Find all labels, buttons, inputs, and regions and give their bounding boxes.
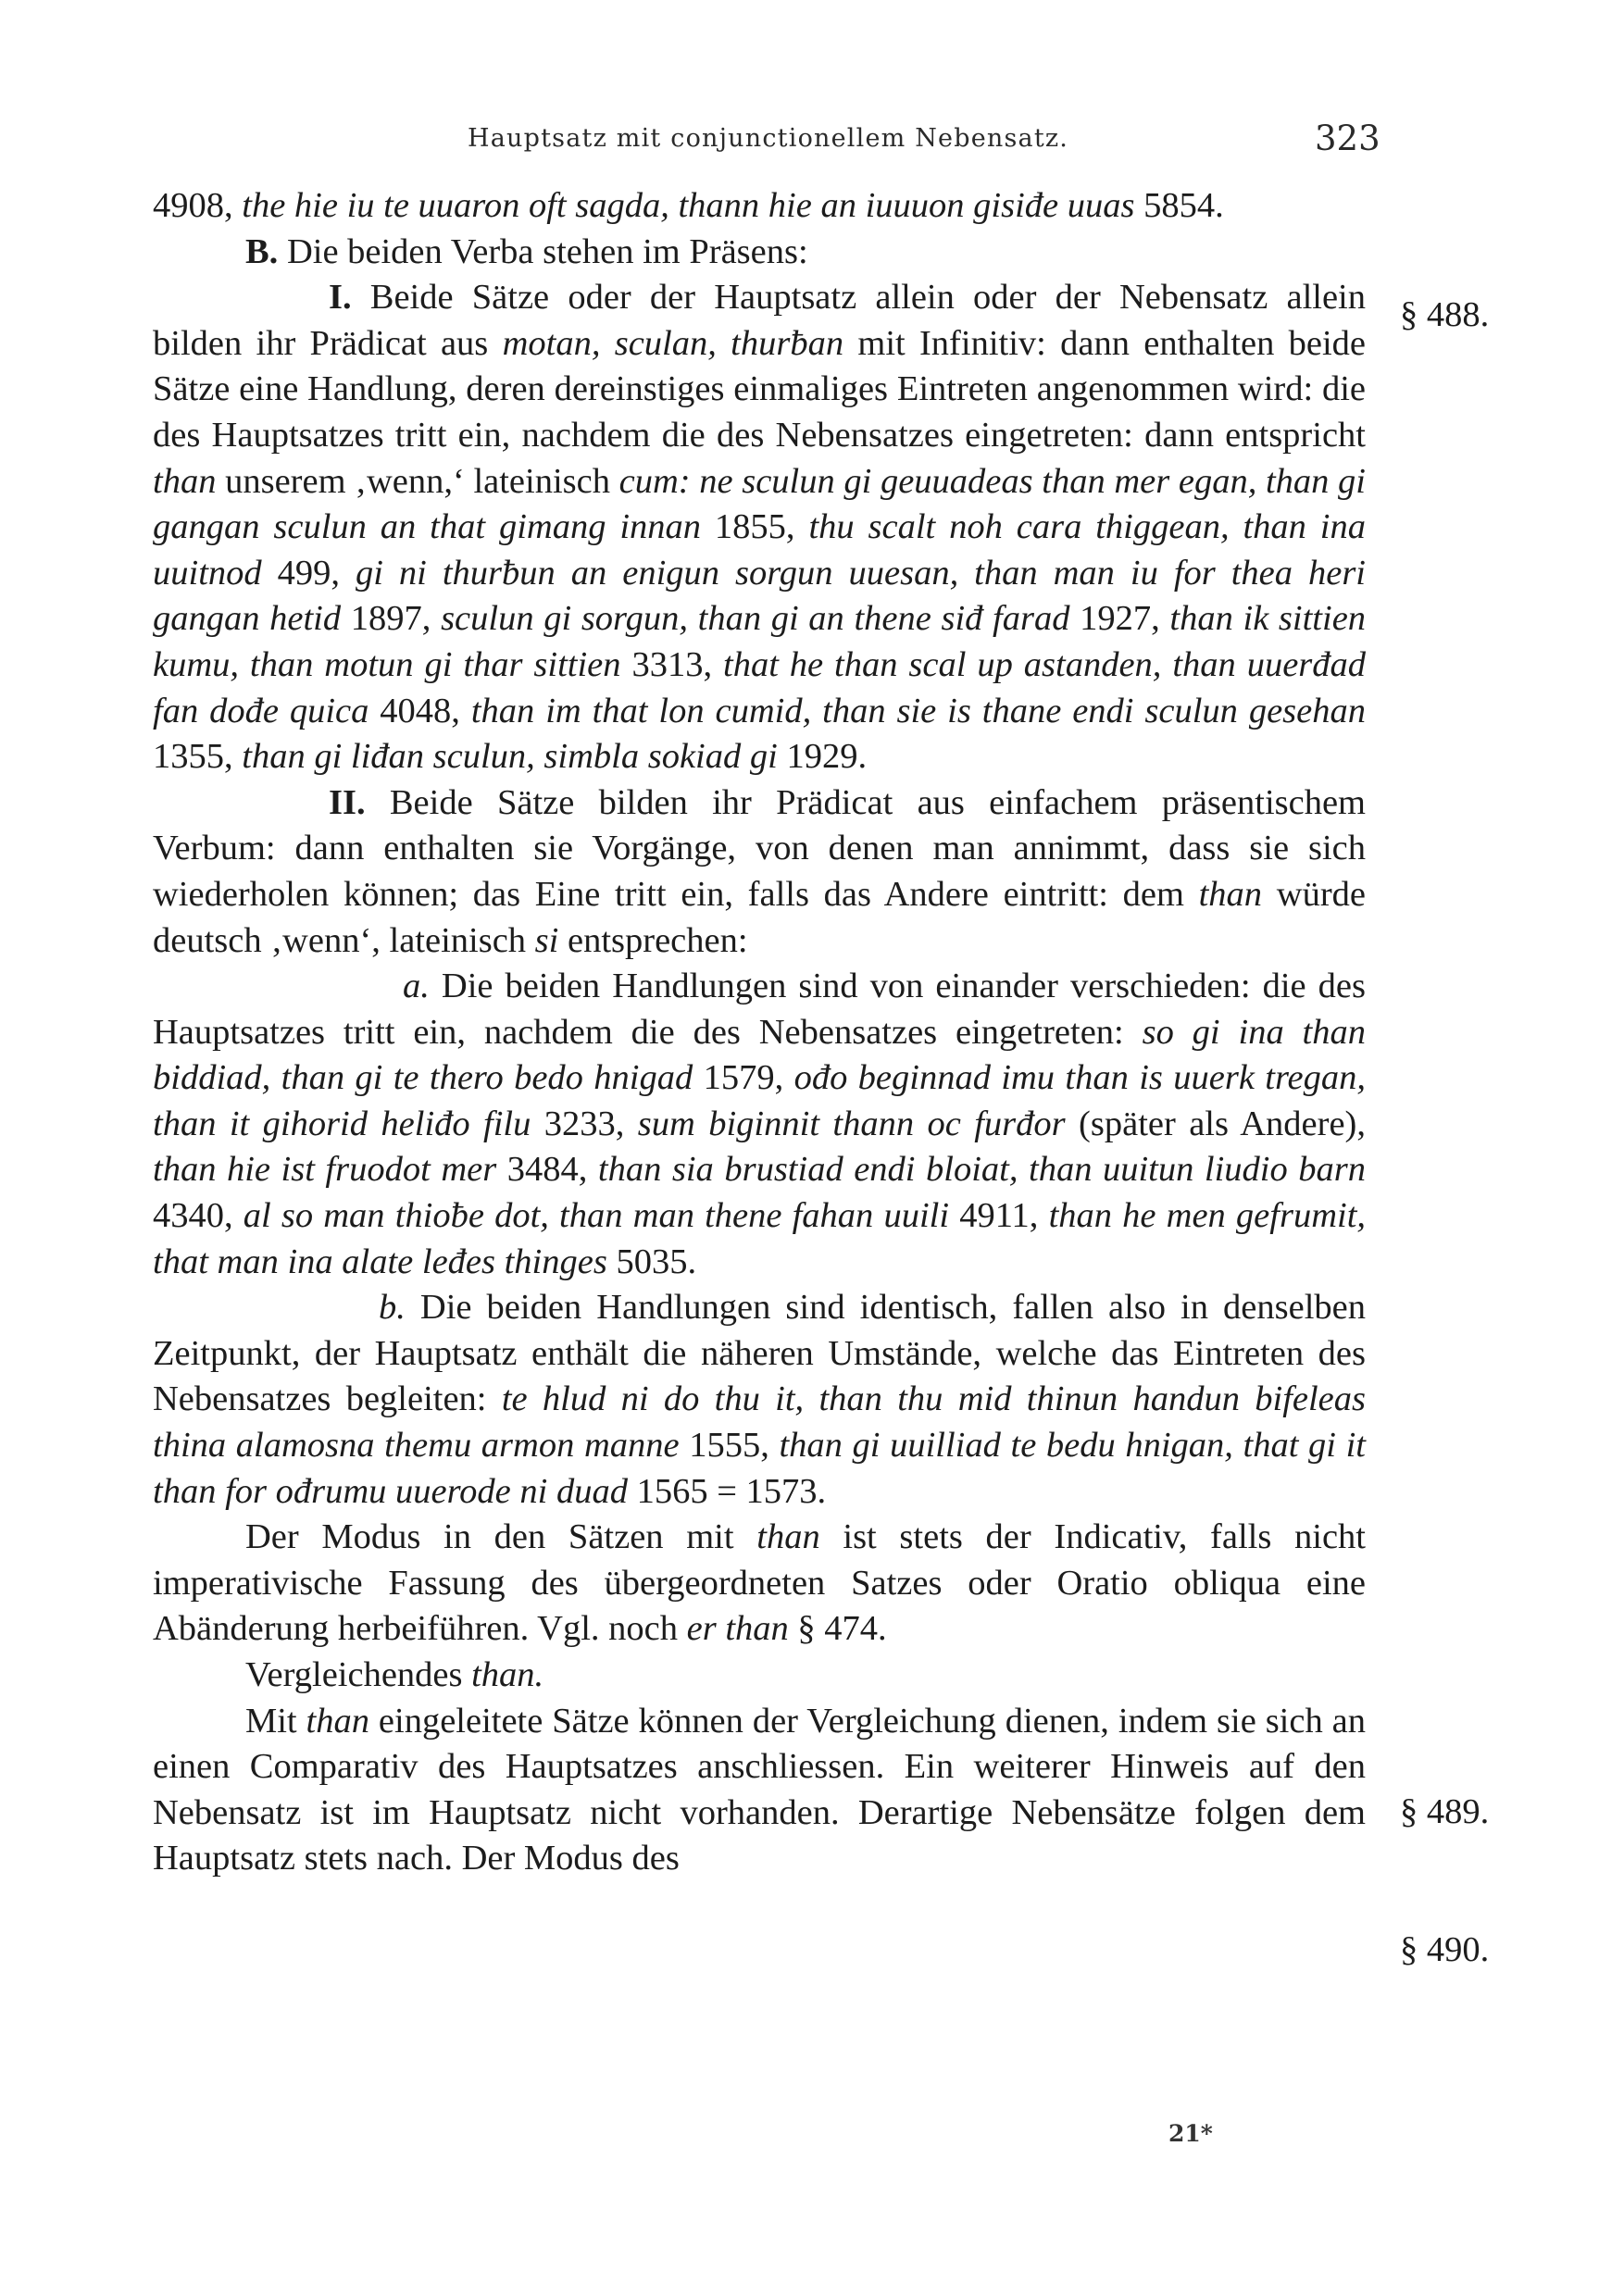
- signature-mark: 21*: [1168, 2120, 1213, 2147]
- example-quote: cum: ne sculun gi geuuadeas than mer egan, than gi gangan sculun an that gimang innan: [153, 461, 1366, 547]
- section-marker-489: § 489.: [1400, 1792, 1490, 1831]
- text-run: 4911,: [949, 1196, 1049, 1236]
- text-run: 1927,: [1069, 599, 1170, 639]
- example-quote: ođo beginnad imu than is uuerk tregan, than it gihorid heliđo filu: [153, 1058, 1366, 1143]
- text-run: § 474.: [788, 1609, 887, 1649]
- example-quote: than.: [471, 1655, 544, 1694]
- example-quote: than gi liđan sculun, simbla sokiad gi: [242, 737, 778, 777]
- example-quote: te hlud ni do thu it, than thu mid thinun handun bifeleas thina alamosna themu armon manne: [153, 1379, 1366, 1466]
- text-run: 4340,: [153, 1196, 244, 1236]
- example-quote: than: [1198, 874, 1263, 914]
- example-quote: sum biginnit thann oc furđor: [637, 1104, 1066, 1143]
- section-marker-490: § 490.: [1400, 1930, 1490, 1969]
- running-header: Hauptsatz mit conjunctionellem Nebensatz.: [468, 124, 1069, 153]
- text-run: Mit: [245, 1701, 306, 1741]
- text-run: eingeleitete Sätze können der Vergleichung dienen, indem sie sich an einen Comparativ des Hauptsatzes anschliessen. Ein weiterer Hinweis auf den Nebensatz ist im Hauptsatz nicht vorhanden. Derartige Nebensätze folgen dem Hauptsatz stets nach. Der Modus des: [153, 1701, 1366, 1878]
- paragraph-continuation: [153, 183, 1366, 230]
- text-run: 5035.: [606, 1242, 697, 1281]
- text-run: 1855,: [701, 507, 809, 547]
- paragraph-490: [153, 1699, 1366, 1882]
- text-run: Der Modus in den Sätzen mit: [245, 1517, 757, 1557]
- paragraph-II: [153, 780, 1366, 964]
- text-run: 4048,: [369, 691, 471, 730]
- example-quote: thu scalt noh cara thiggean, than ina uuitnod: [153, 507, 1367, 593]
- subsection-label: a.: [403, 967, 430, 1006]
- paragraph-b: [153, 1285, 1366, 1515]
- example-quote: than: [756, 1517, 820, 1557]
- section-marker-488: § 488.: [1400, 295, 1490, 334]
- text-run: 499,: [261, 553, 356, 593]
- text-run: 3233,: [531, 1104, 638, 1143]
- example-quote: the hie iu te uuaron oft sagda, thann hie an iuuuon gisiđe uuas: [242, 186, 1135, 225]
- example-quote: sculun gi sorgun, than gi an thene siđ farad: [441, 599, 1070, 639]
- text-run: Die beiden Handlungen sind von einander verschieden: die des Hauptsatzes tritt ein, nachdem die des Nebensatzes eingetreten:: [153, 967, 1366, 1052]
- text-run: 3313,: [620, 644, 723, 684]
- text-run: 1579,: [693, 1058, 794, 1098]
- paragraph-489: [153, 1515, 1366, 1653]
- text-run: Beide Sätze oder der Hauptsatz allein oder der Nebensatz allein bilden ihr Prädicat aus: [153, 278, 1366, 363]
- example-quote: that he than scal up astanden, than uuerđad fan dođe quica: [153, 644, 1367, 730]
- subsection-label: I.: [329, 278, 352, 318]
- subsection-label: b.: [379, 1288, 406, 1328]
- example-quote: so gi ina than biddiad, than gi te thero bedo hnigad: [153, 1012, 1366, 1098]
- text-run: Vergleichendes: [245, 1655, 472, 1694]
- subsection-label: B.: [245, 231, 279, 271]
- text-run: Beide Sätze bilden ihr Prädicat aus einfachem präsentischem Verbum: dann enthalten sie Vorgänge, von denen man annimmt, dass sie sich wiederholen können; das Eine tritt ein, falls das Andere eintritt: dem: [153, 782, 1366, 914]
- text-run: ist stets der Indicativ, falls nicht imperativische Fassung des übergeordneten Satzes oder Oratio obliqua eine Abänderung herbeiführen. Vgl. noch: [153, 1517, 1366, 1649]
- example-quote: than sia brustiad endi bloiat, than uuitun liudio barn: [597, 1150, 1367, 1190]
- example-quote: than im that lon cumid, than sie is thane endi sculun gesehan: [470, 691, 1366, 730]
- example-quote: than: [153, 461, 217, 501]
- paragraph-I: [153, 275, 1366, 780]
- text-run: 1355,: [153, 737, 243, 777]
- subsection-label: II.: [329, 782, 366, 822]
- text-run: 1929.: [777, 737, 868, 777]
- text-run: entsprechen:: [558, 920, 748, 960]
- example-quote: motan, sculan, thurƀan: [502, 323, 844, 363]
- text-run: 3484,: [496, 1150, 598, 1190]
- example-quote: than gi uuilliad te bedu hnigan, that gi it than for ođrumu uuerode ni duad: [153, 1426, 1366, 1511]
- example-quote: er than: [686, 1609, 789, 1649]
- example-quote: than: [306, 1701, 369, 1741]
- paragraph-490-heading: [153, 1653, 1366, 1699]
- text-run: würde deutsch ‚wenn‘, lateinisch: [153, 874, 1366, 960]
- text-run: (später als Andere),: [1065, 1104, 1366, 1143]
- example-quote: than he men gefrumit, that man ina alate leđes thinges: [153, 1196, 1367, 1281]
- text-run: Die beiden Handlungen sind identisch, fallen also in denselben Zeitpunkt, der Hauptsatz enthält die näheren Umstände, welche das Eintreten des Nebensatzes begleiten:: [153, 1288, 1366, 1419]
- text-run: 4908,: [153, 186, 243, 225]
- example-quote: than ik sittien kumu, than motun gi thar sittien: [153, 599, 1367, 684]
- example-quote: si: [534, 920, 559, 960]
- text-run: mit Infinitiv: dann enthalten beide Sätze eine Handlung, deren dereinstiges einmaliges Eintreten angenommen wird: die des Hauptsatzes tritt ein, nachdem die des Nebensatzes eingetreten: dann entspricht: [153, 323, 1367, 455]
- text-run: 5854.: [1134, 186, 1224, 225]
- paragraph-B: [153, 230, 1366, 276]
- example-quote: gi ni thurƀun an enigun sorgun uuesan, than man iu for thea heri gangan hetid: [153, 553, 1366, 639]
- text-run: 1565 = 1573.: [627, 1471, 827, 1511]
- paragraph-a: [153, 964, 1366, 1285]
- text-run: unserem ‚wenn,‘ lateinisch: [216, 461, 619, 501]
- example-quote: than hie ist fruodot mer: [153, 1150, 497, 1190]
- text-run: 1897,: [341, 599, 442, 639]
- main-text: [153, 183, 1366, 1882]
- page-number: 323: [1315, 119, 1380, 158]
- example-quote: al so man thioƀe dot, than man thene fahan uuili: [243, 1196, 950, 1236]
- text-run: Die beiden Verba stehen im Präsens:: [278, 231, 808, 271]
- text-run: 1555,: [679, 1426, 780, 1466]
